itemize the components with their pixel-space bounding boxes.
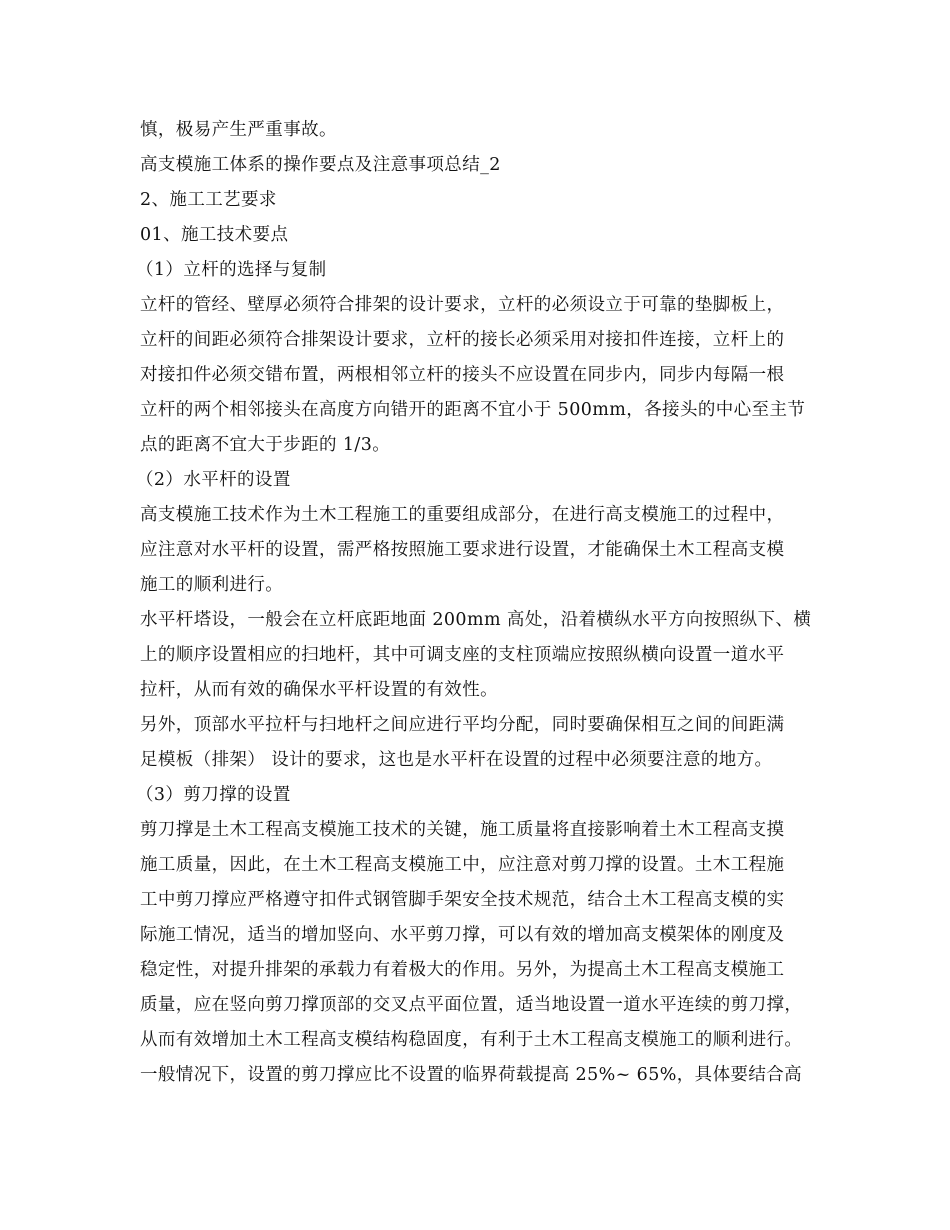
text-line: 施工质量，因此，在土木工程高支模施工中，应注意对剪刀撑的设置。土木工程施 [140,855,785,875]
text-line: 立杆的管经、壁厚必须符合排架的设计要求，立杆的必须设立于可靠的垫脚板上， [140,295,785,315]
text-line: 另外，顶部水平拉杆与扫地杆之间应进行平均分配，同时要确保相互之间的间距满 [140,715,785,735]
text-line: 一般情况下，设置的剪刀撑应比不设置的临界荷载提高 25%~ 65%，具体要结合高 [140,1065,803,1085]
subsection-heading: 01、施工技术要点 [140,225,289,245]
section-heading: 2、施工工艺要求 [140,190,277,210]
text-line: 水平杆塔设，一般会在立杆底距地面 200mm 高处，沿着横纵水平方向按照纵下、横 [140,610,812,630]
text-line: 稳定性，对提升排架的承载力有着极大的作用。另外，为提高土木工程高支模施工 [140,960,785,980]
text-line: 立杆的两个相邻接头在高度方向错开的距离不宜小于 500mm，各接头的中心至主节 [140,400,806,420]
text-line: 从而有效增加土木工程高支模结构稳固度，有利于土木工程高支模施工的顺利进行。 [140,1030,803,1050]
text-line: 质量，应在竖向剪刀撑顶部的交叉点平面位置，适当地设置一道水平连续的剪刀撑， [140,995,803,1015]
text-line: 施工的顺利进行。 [140,575,284,595]
text-line: 点的距离不宜大于步距的 1/3。 [140,435,391,455]
text-line: 剪刀撑是土木工程高支模施工技术的关键，施工质量将直接影响着土木工程高支摸 [140,820,785,840]
item-heading: （1）立杆的选择与复制 [136,260,327,280]
text-line: 上的顺序设置相应的扫地杆，其中可调支座的支柱顶端应按照纵横向设置一道水平 [140,645,785,665]
item-heading: （2）水平杆的设置 [136,470,291,490]
text-line: 立杆的间距必须符合排架设计要求，立杆的接长必须采用对接扣件连接，立杆上的 [140,330,785,350]
document-body [136,113,830,1093]
text-line: 拉杆，从而有效的确保水平杆设置的有效性。 [140,680,498,700]
text-line: 足模板（排架） 设计的要求，这也是水平杆在设置的过程中必须要注意的地方。 [140,750,773,770]
document-title: 高支模施工体系的操作要点及注意事项总结_2 [140,155,501,175]
text-line: 慎，极易产生严重事故。 [140,120,337,140]
text-line: 对接扣件必须交错布置，两根相邻立杆的接头不应设置在同步内，同步内每隔一根 [140,365,785,385]
text-line: 应注意对水平杆的设置，需严格按照施工要求进行设置，才能确保土木工程高支模 [140,540,785,560]
text-line: 工中剪刀撑应严格遵守扣件式钢管脚手架安全技术规范，结合土木工程高支模的实 [140,890,785,910]
text-line: 际施工情况，适当的增加竖向、水平剪刀撑，可以有效的增加高支模架体的刚度及 [140,925,785,945]
item-heading: （3）剪刀撑的设置 [136,785,291,805]
text-line: 高支模施工技术作为土木工程施工的重要组成部分，在进行高支模施工的过程中， [140,505,785,525]
